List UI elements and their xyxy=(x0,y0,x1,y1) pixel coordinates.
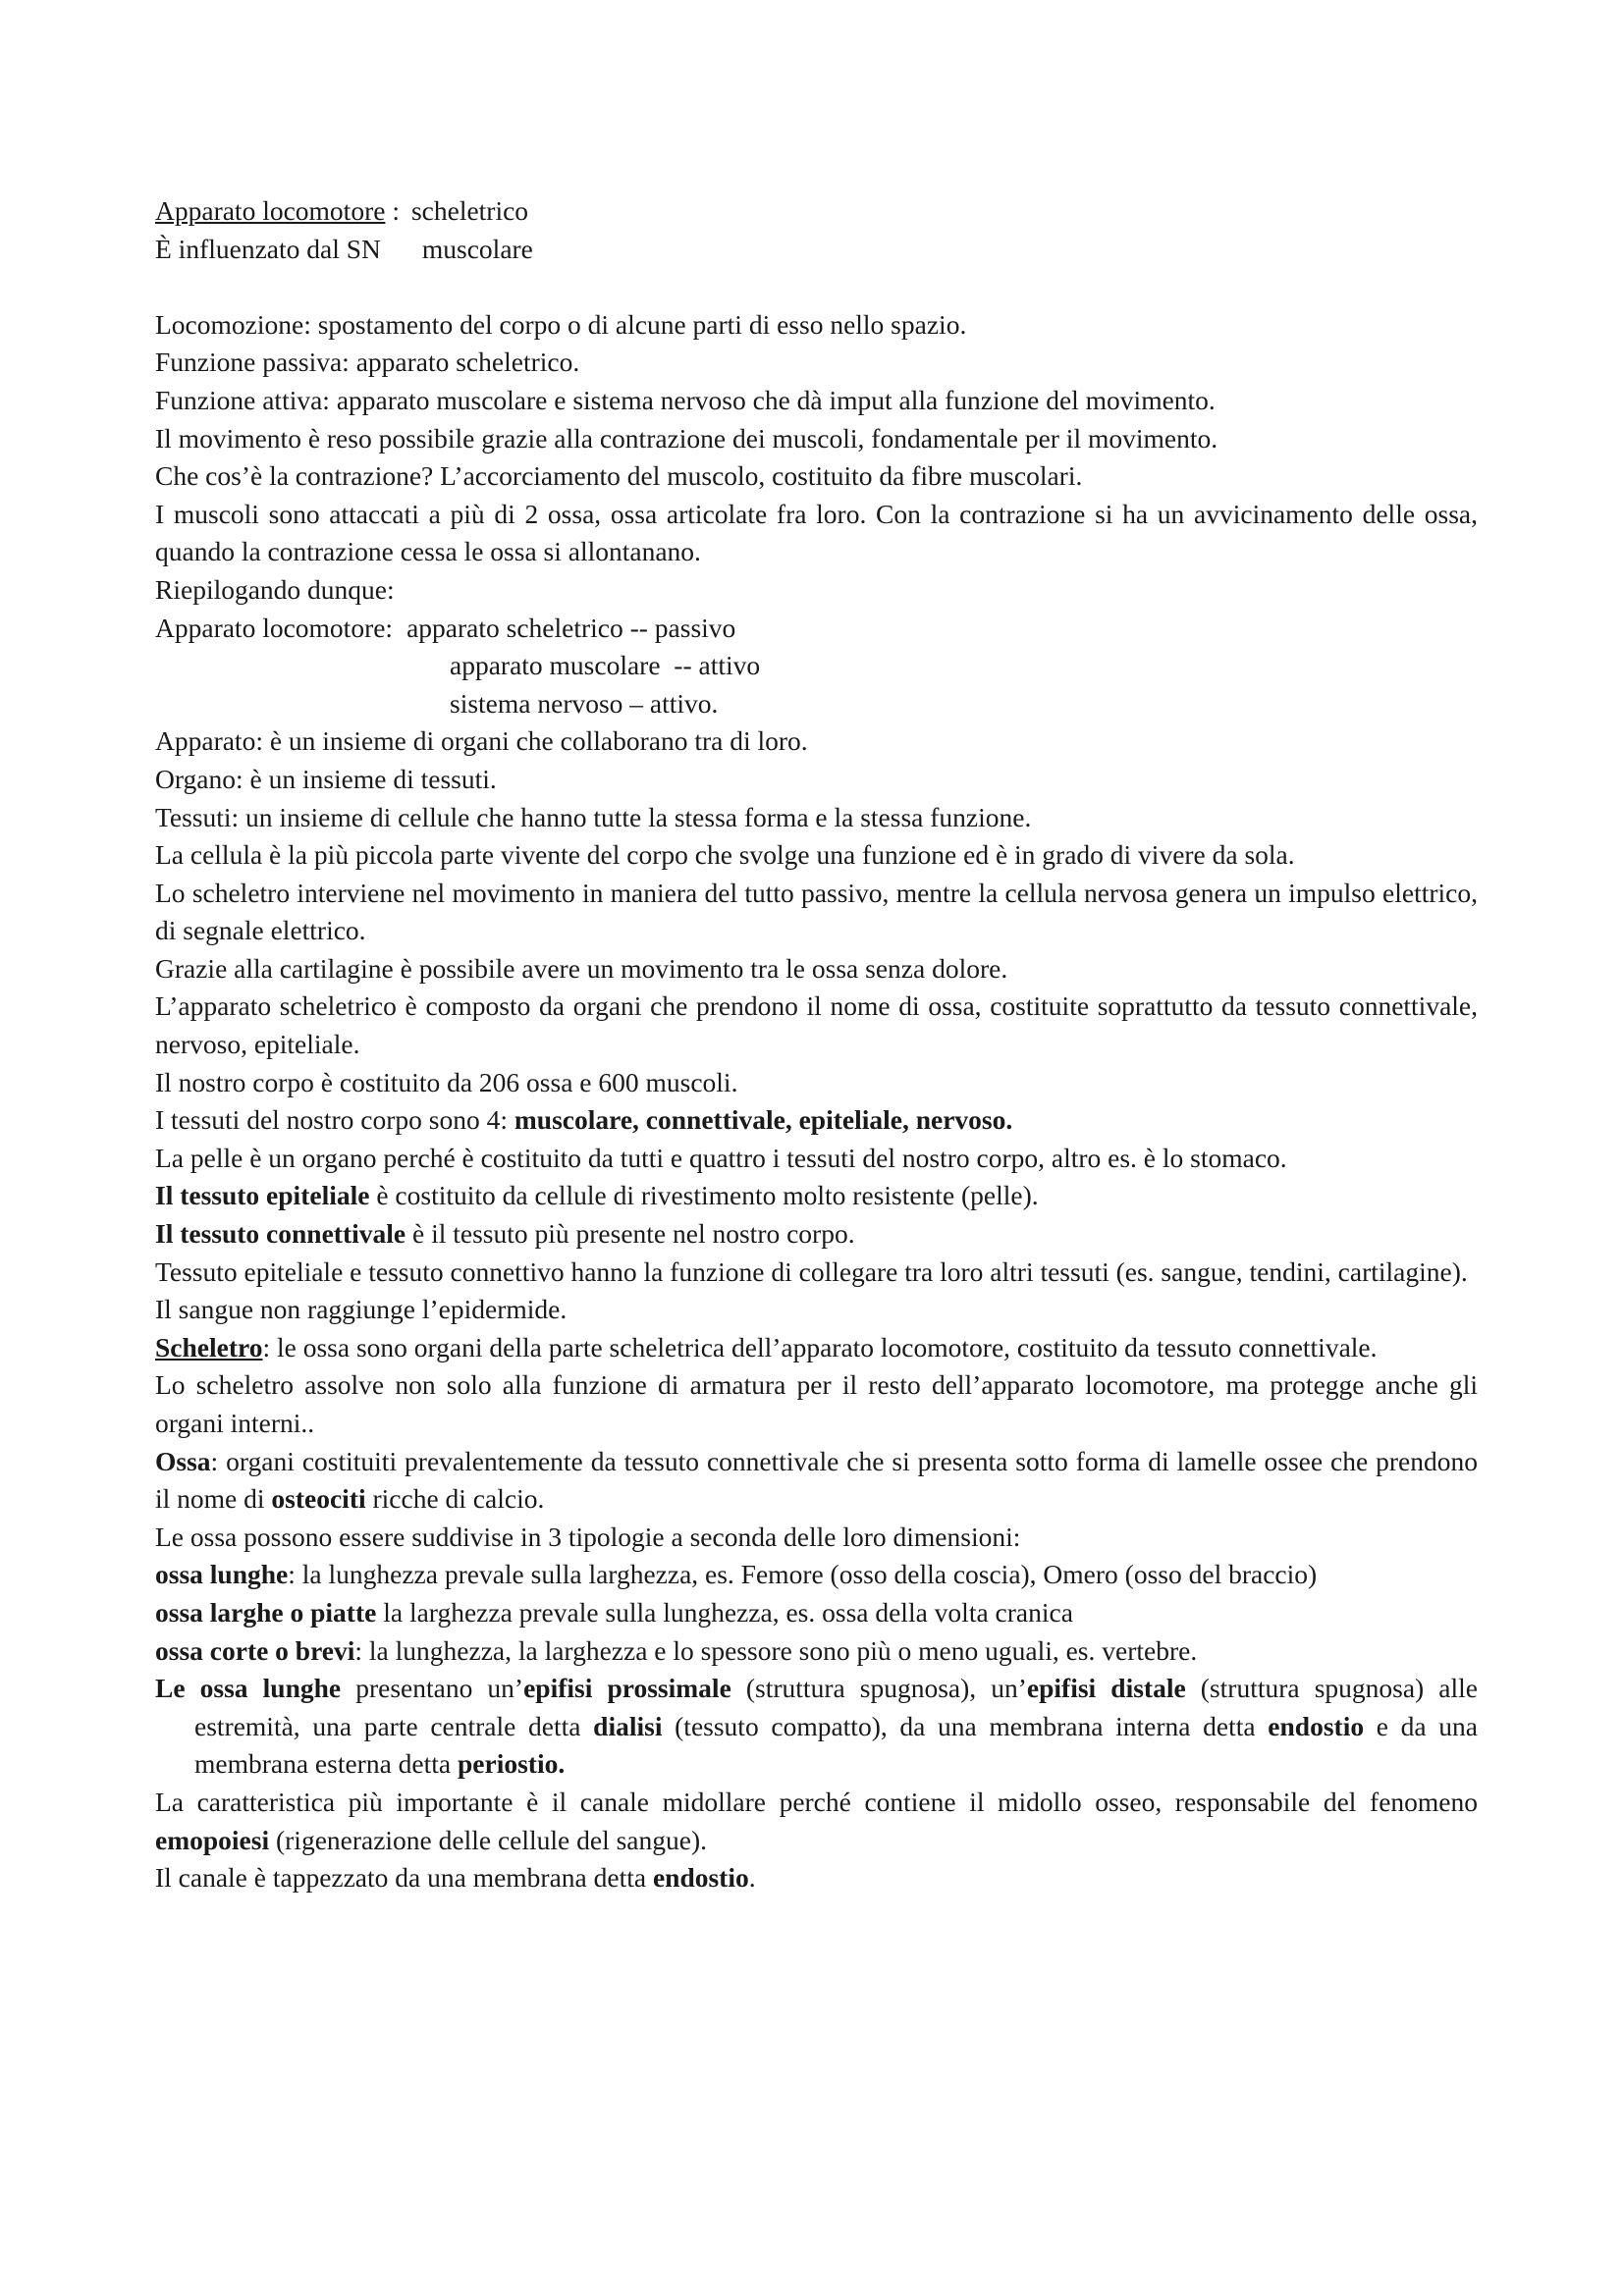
paragraph-scheletro-movimento: Lo scheletro interviene nel movimento in maniera del tutto passivo, mentre la cellula nervosa genera un impulso elettrico, di segnale elettrico. xyxy=(155,877,1478,946)
paragraph-ossa-lunghe-def: ossa lunghe: la lunghezza prevale sulla larghezza, es. Femore (osso della coscia), Omero (osso del braccio) xyxy=(155,1559,1318,1590)
paragraph-cellula: La cellula è la più piccola parte vivente del corpo che svolge una funzione ed è in grado di vivere da sola. xyxy=(155,839,1295,871)
paragraph-ossa-muscoli-count: Il nostro corpo è costituito da 206 ossa e 600 muscoli. xyxy=(155,1066,738,1097)
paragraph-ossa-corte: ossa corte o brevi: la lunghezza, la larghezza e lo spessore sono più o meno uguali, es. vertebre. xyxy=(155,1634,1198,1666)
paragraph-contrazione: Che cos’è la contrazione? L’accorciamento del muscolo, costituito da fibre muscolari. xyxy=(155,460,1083,492)
paragraph-funzione-attiva: Funzione attiva: apparato muscolare e sistema nervoso che dà imput alla funzione del movimento. xyxy=(155,384,1216,415)
header-line-1: Apparato locomotore : scheletrico xyxy=(155,195,529,226)
paragraph-cartilagine: Grazie alla cartilagine è possibile avere un movimento tra le ossa senza dolore. xyxy=(155,952,1008,984)
paragraph-scheletro: Scheletro: le ossa sono organi della parte scheletrica dell’apparato locomotore, costituito da tessuto connettivale. xyxy=(155,1331,1378,1362)
paragraph-organo: Organo: è un insieme di tessuti. xyxy=(155,763,497,794)
summary-block: Apparato locomotore: apparato scheletrico -- passivo apparato muscolare -- attivo sistema nervoso – attivo. xyxy=(155,612,761,719)
paragraph-ossa-piatte: ossa larghe o piatte la larghezza prevale sulla lunghezza, es. ossa della volta cranica xyxy=(155,1596,1073,1628)
paragraph-tessuti-elenco: I tessuti del nostro corpo sono 4: muscolare, connettivale, epiteliale, nervoso. xyxy=(155,1104,1013,1136)
paragraph-locomozione: Locomozione: spostamento del corpo o di alcune parti di esso nello spazio. xyxy=(155,308,967,340)
header-muscolare: muscolare xyxy=(421,233,533,264)
document-page xyxy=(155,192,1478,1897)
summary-item-scheletrico: apparato scheletrico -- passivo xyxy=(406,612,736,643)
paragraph-tessuti: Tessuti: un insieme di cellule che hanno tutte la stessa forma e la stessa funzione. xyxy=(155,801,1032,832)
paragraph-canale-midollare: La caratteristica più importante è il canale midollare perché contiene il midollo osseo, responsabile del fenomeno emopoiesi (rigenerazione delle cellule del sangue). xyxy=(155,1786,1478,1855)
paragraph-movimento: Il movimento è reso possibile grazie alla contrazione dei muscoli, fondamentale per il movimento. xyxy=(155,422,1218,454)
paragraph-endostio: Il canale è tappezzato da una membrana detta endostio. xyxy=(155,1862,756,1894)
paragraph-tipologie: Le ossa possono essere suddivise in 3 tipologie a seconda delle loro dimensioni: xyxy=(155,1521,1021,1552)
paragraph-tessuto-connettivale: Il tessuto connettivale è il tessuto più presente nel nostro corpo. xyxy=(155,1218,855,1250)
paragraph-tessuto-epiteliale: Il tessuto epiteliale è costituito da cellule di rivestimento molto resistente (pelle). xyxy=(155,1180,1039,1211)
paragraph-apparato: Apparato: è un insieme di organi che collaborano tra di loro. xyxy=(155,725,808,757)
paragraph-funzione-passiva: Funzione passiva: apparato scheletrico. xyxy=(155,347,580,378)
summary-item-muscolare: apparato muscolare -- attivo xyxy=(450,650,761,681)
header-line-2: È influenzato dal SN muscolare xyxy=(155,233,533,264)
paragraph-ossa: Ossa: organi costituiti prevalentemente da tessuto connettivale che si presenta sotto forma di lamelle ossee che prendono il nome di osteociti ricche di calcio. xyxy=(155,1445,1478,1515)
header-scheletrico: scheletrico xyxy=(410,195,529,226)
paragraph-ossa-lunghe-struttura: Le ossa lunghe presentano un’epifisi prossimale (struttura spugnosa), un’epifisi distale (struttura spugnosa) alle estremità, una parte centrale detta dialisi (tessuto compatto), da una membrana interna detta endostio e da una membrana esterna detta periostio. xyxy=(155,1673,1479,1780)
paragraph-riepilogo: Riepilogando dunque: xyxy=(155,573,395,605)
summary-item-nervoso: sistema nervoso – attivo. xyxy=(450,687,719,719)
paragraph-armatura: Lo scheletro assolve non solo alla funzione di armatura per il resto dell’apparato locomotore, ma protegge anche gli organi interni.. xyxy=(155,1369,1478,1438)
paragraph-pelle: La pelle è un organo perché è costituito da tutti e quattro i tessuti del nostro corpo, altro es. è lo stomaco. xyxy=(155,1142,1287,1173)
paragraph-sangue: Il sangue non raggiunge l’epidermide. xyxy=(155,1294,568,1325)
paragraph-muscoli: I muscoli sono attaccati a più di 2 ossa, ossa articolate fra loro. Con la contrazione si ha un avvicinamento delle ossa, quando la contrazione cessa le ossa si allontanano. xyxy=(155,498,1478,567)
paragraph-collegare-tessuti: Tessuto epiteliale e tessuto connettivo hanno la funzione di collegare tra loro altri tessuti (es. sangue, tendini, cartilagine). xyxy=(155,1255,1468,1287)
paragraph-apparato-scheletrico: L’apparato scheletrico è composto da organi che prendono il nome di ossa, costituite soprattutto da tessuto connettivale, nervoso, epiteliale. xyxy=(155,990,1478,1060)
title-apparato-locomotore: Apparato locomotore xyxy=(155,195,386,226)
